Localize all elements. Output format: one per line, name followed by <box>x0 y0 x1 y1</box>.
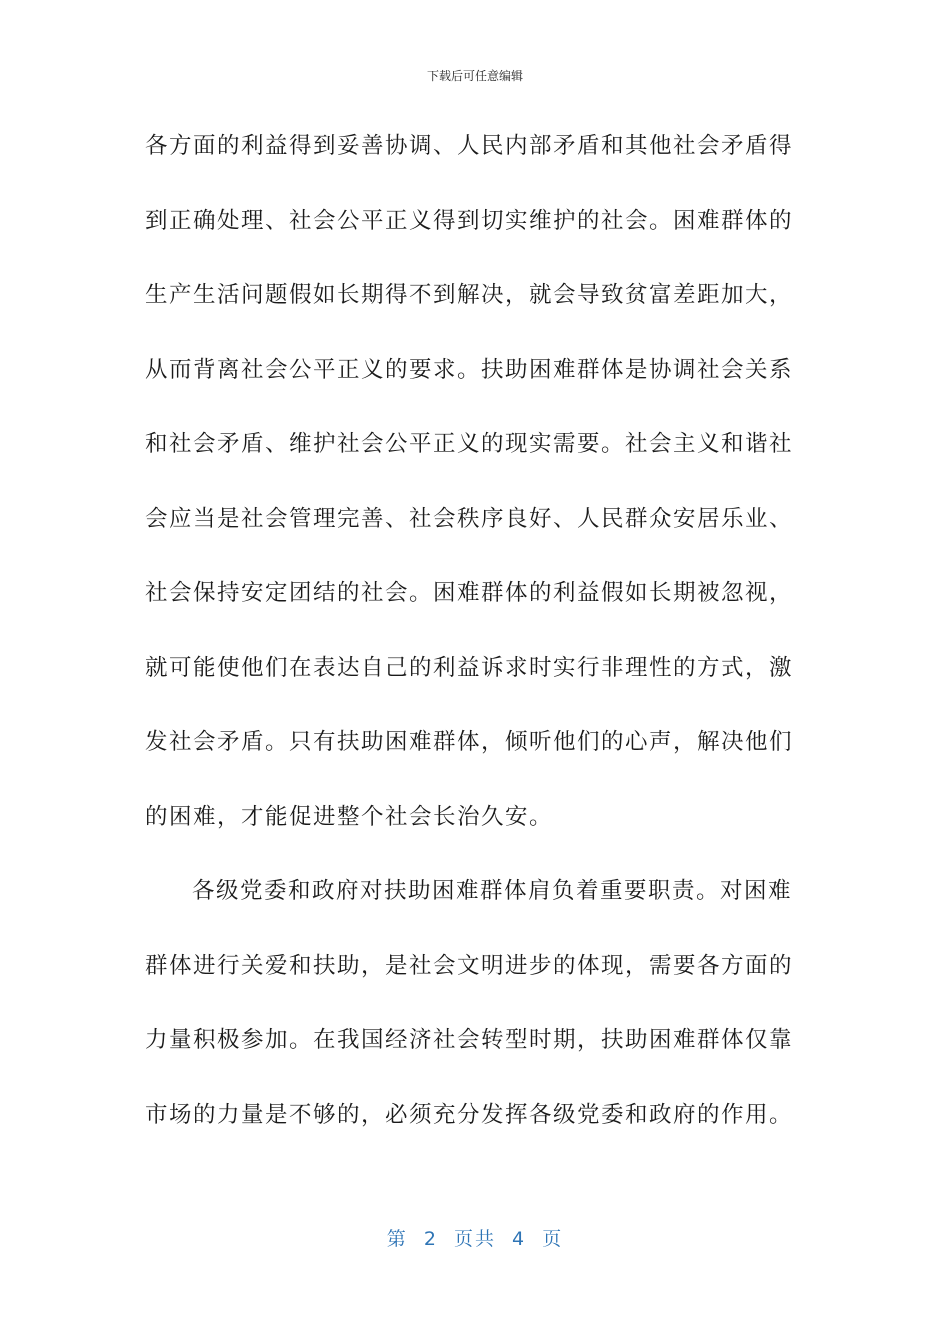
text-line: 从而背离社会公平正义的要求。扶助困难群体是协调社会关系 <box>145 356 794 383</box>
text-line: 会应当是社会管理完善、社会秩序良好、人民群众安居乐业、 <box>145 505 794 532</box>
header-note: 下载后可任意编辑 <box>426 69 523 83</box>
paragraph-1 <box>145 118 794 863</box>
body-text <box>145 118 794 1161</box>
text-line: 和社会矛盾、维护社会公平正义的现实需要。社会主义和谐社 <box>145 431 794 457</box>
footer-prefix: 第 <box>386 1228 408 1250</box>
footer-middle: 页共 <box>453 1228 496 1250</box>
text-line: 社会保持安定团结的社会。困难群体的利益假如长期被忽视， <box>145 580 794 606</box>
paragraph-2 <box>145 863 794 1161</box>
text-line: 的困难，才能促进整个社会长治久安。 <box>145 803 554 830</box>
text-line: 力量积极参加。在我国经济社会转型时期，扶助困难群体仅靠 <box>145 1027 794 1053</box>
total-page-number: 4 <box>512 1228 527 1250</box>
text-line: 各方面的利益得到妥善协调、人民内部矛盾和其他社会矛盾得 <box>145 133 794 159</box>
text-line: 就可能使他们在表达自己的利益诉求时实行非理性的方式，激 <box>145 654 794 681</box>
text-line: 生产生活问题假如长期得不到解决，就会导致贫富差距加大， <box>145 282 794 308</box>
text-line: 群体进行关爱和扶助，是社会文明进步的体现，需要各方面的 <box>145 952 794 979</box>
page-number-footer <box>0 1224 950 1251</box>
text-line: 到正确处理、社会公平正义得到切实维护的社会。困难群体的 <box>145 207 794 234</box>
text-line: 发社会矛盾。只有扶助困难群体，倾听他们的心声，解决他们 <box>145 729 794 755</box>
text-line: 各级党委和政府对扶助困难群体肩负着重要职责。对困难 <box>192 878 793 904</box>
current-page-number: 2 <box>423 1228 438 1250</box>
footer-suffix: 页 <box>542 1228 564 1250</box>
text-line: 市场的力量是不够的，必须充分发挥各级党委和政府的作用。 <box>145 1101 794 1128</box>
